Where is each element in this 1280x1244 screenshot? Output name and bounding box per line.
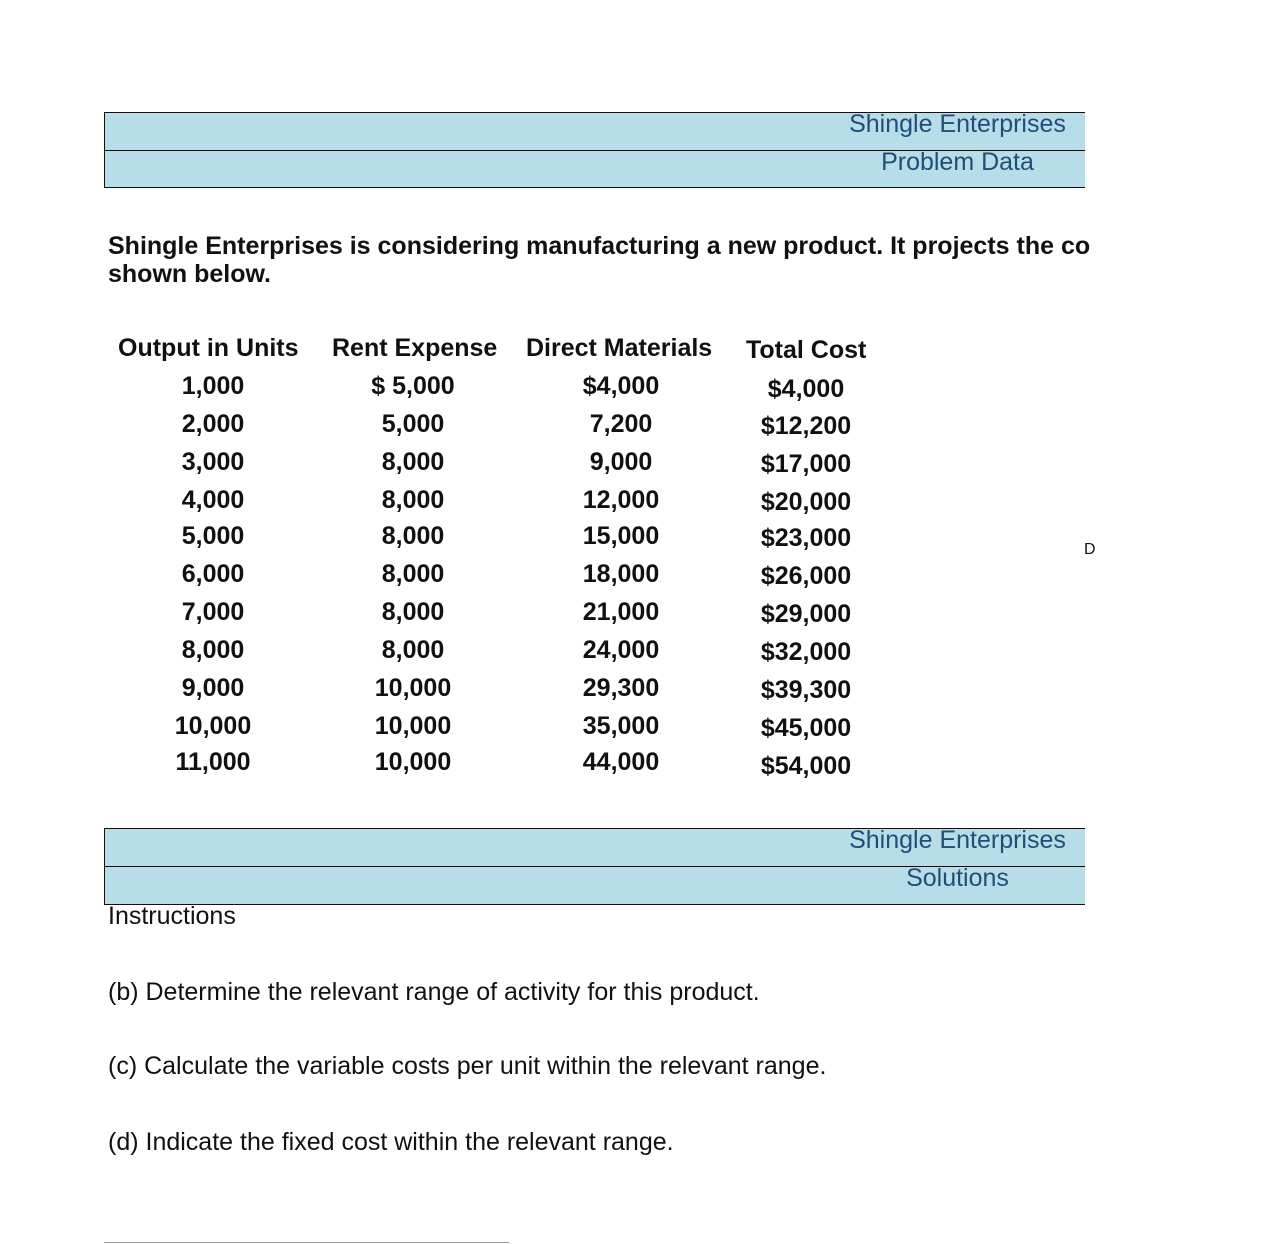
header-company-name: Shingle Enterprises [849, 110, 1066, 138]
total-cost-cell: $54,000 [760, 752, 852, 780]
total-cost-cell: $29,000 [760, 600, 852, 628]
col-header-materials: Direct Materials [526, 334, 713, 362]
instruction-d: (d) Indicate the fixed cost within the relevant range. [108, 1128, 674, 1156]
rent-cell: 8,000 [381, 486, 445, 514]
rent-cell: 8,000 [381, 448, 445, 476]
total-cost-cell: $4,000 [767, 375, 845, 403]
materials-cell: 9,000 [589, 448, 653, 476]
output-cell: 10,000 [174, 712, 252, 740]
rent-cell: 8,000 [381, 560, 445, 588]
solutions-subtitle: Solutions [906, 864, 1009, 892]
output-cell: 9,000 [181, 674, 245, 702]
col-header-output: Output in Units [118, 334, 299, 362]
output-cell: 11,000 [175, 748, 251, 776]
rent-cell: 10,000 [374, 712, 452, 740]
header-border-bottom [105, 187, 1085, 188]
total-cost-cell: $26,000 [760, 562, 852, 590]
rent-cell: 5,000 [381, 410, 445, 438]
materials-cell: 18,000 [582, 560, 660, 588]
total-cost-cell: $17,000 [760, 450, 852, 478]
materials-cell: 15,000 [582, 522, 660, 550]
materials-cell: 35,000 [582, 712, 660, 740]
materials-cell: 7,200 [589, 410, 653, 438]
rent-cell: $ 5,000 [371, 372, 455, 400]
instruction-b: (b) Determine the relevant range of activity for this product. [108, 978, 760, 1006]
rent-cell: 8,000 [381, 636, 445, 664]
total-cost-cell: $23,000 [760, 524, 852, 552]
intro-line-2: shown below. [108, 260, 271, 288]
output-cell: 7,000 [181, 598, 245, 626]
solutions-border-bottom [105, 904, 1085, 905]
solutions-border-left [104, 828, 105, 905]
header-border-middle-left [105, 150, 168, 151]
rent-cell: 10,000 [374, 674, 452, 702]
materials-cell: 24,000 [582, 636, 660, 664]
total-cost-cell: $45,000 [760, 714, 852, 742]
solutions-company-name: Shingle Enterprises [849, 826, 1066, 854]
intro-paragraph [108, 232, 1108, 288]
solutions-border-middle-left [105, 866, 168, 867]
output-cell: 8,000 [181, 636, 245, 664]
output-cell: 5,000 [181, 522, 245, 550]
output-cell: 3,000 [181, 448, 245, 476]
header-border-left [104, 112, 105, 188]
rent-cell: 8,000 [381, 522, 445, 550]
output-cell: 1,000 [181, 372, 245, 400]
bottom-divider [104, 1242, 509, 1243]
rent-cell: 8,000 [381, 598, 445, 626]
instruction-c: (c) Calculate the variable costs per unit within the relevant range. [108, 1052, 827, 1080]
header-subtitle: Problem Data [881, 148, 1034, 176]
column-letter-label: D [1084, 541, 1096, 558]
materials-cell: 44,000 [582, 748, 660, 776]
total-cost-cell: $32,000 [760, 638, 852, 666]
total-cost-cell: $39,300 [760, 676, 852, 704]
rent-cell: 10,000 [374, 748, 452, 776]
instructions-title: Instructions [108, 902, 236, 930]
total-cost-cell: $20,000 [760, 488, 852, 516]
total-cost-cell: $12,200 [760, 412, 852, 440]
materials-cell: 29,300 [582, 674, 660, 702]
col-header-rent: Rent Expense [332, 334, 498, 362]
materials-cell: $4,000 [582, 372, 660, 400]
output-cell: 2,000 [181, 410, 245, 438]
materials-cell: 12,000 [582, 486, 660, 514]
materials-cell: 21,000 [582, 598, 660, 626]
intro-line-1: Shingle Enterprises is considering manufacturing a new product. It projects the co [108, 232, 1091, 260]
output-cell: 6,000 [181, 560, 245, 588]
output-cell: 4,000 [181, 486, 245, 514]
col-header-total: Total Cost [746, 336, 867, 364]
